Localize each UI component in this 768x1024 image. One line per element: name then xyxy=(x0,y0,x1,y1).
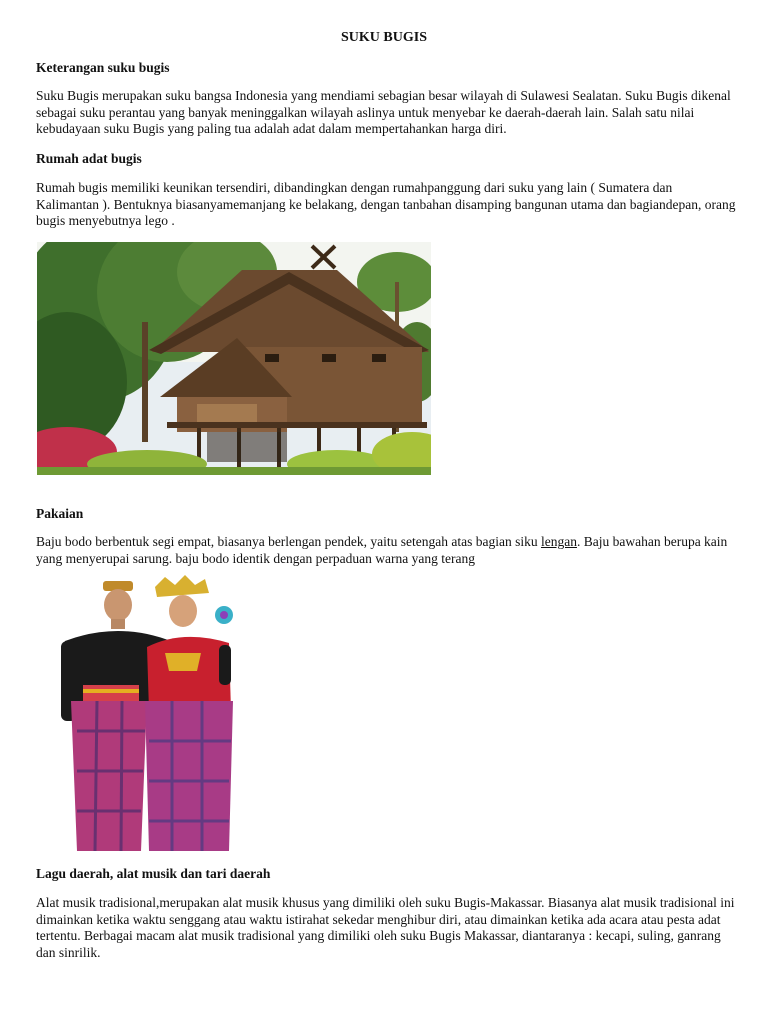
section-heading-keterangan: Keterangan suku bugis xyxy=(36,60,170,75)
paragraph-keterangan: Suku Bugis merupakan suku bangsa Indonesia yang mendiami sebagian besar wilayah di Sulawesi Sealatan. Suku Bugis dikenal sebagai suku perantau yang banyak meninggalkan wilayah aslinya untuk menyebar ke daerah-daerah lain. Salah satu nilai kebudayaan suku Bugis yang paling tua adalah adat dalam mempertahankan harga diri. xyxy=(36,88,731,136)
page-title: SUKU BUGIS xyxy=(341,30,427,45)
section-heading-pakaian: Pakaian xyxy=(36,506,84,521)
pakaian-text-1: Baju bodo berbentuk segi empat, biasanya berlengan pendek, yaitu setengah atas bagian siku xyxy=(36,534,541,549)
lengan-link[interactable]: lengan xyxy=(540,534,577,549)
paragraph-pakaian xyxy=(36,534,736,567)
paragraph-lagu-daerah: Alat musik tradisional,merupakan alat musik khusus yang dimiliki oleh suku Bugis-Makassar. Biasanya alat musik tradisional ini dimainkan ketika waktu senggang atau waktu istirahat sekedar menghibur diri, atau dimainkan ketika ada acara atau pesta adat tertentu. Berbagai macam alat musik tradisional yang dimiliki oleh suku Bugis Makassar, diantaranya : kecapi, suling, ganrang dan sinrilik. xyxy=(36,895,735,960)
rumah-adat-photo xyxy=(37,242,431,475)
pakaian-photo xyxy=(37,571,255,853)
paragraph-rumah-adat: Rumah bugis memiliki keunikan tersendiri, dibandingkan dengan rumahpanggung dari suku yang lain ( Sumatera dan Kalimantan ). Bentuknya biasanyamemanjang ke belakang, dengan tanbahan disamping bangunan utama dan bagiandepan, orang bugis menyebutnya lego . xyxy=(36,180,736,228)
section-heading-lagu-daerah: Lagu daerah, alat musik dan tari daerah xyxy=(36,866,271,881)
pakaian-text-2: . Baju bawahan berupa kain yang menyerupai sarung. baju bodo identik dengan perpaduan warna yang terang xyxy=(36,534,728,566)
section-heading-rumah-adat: Rumah adat bugis xyxy=(36,151,142,166)
